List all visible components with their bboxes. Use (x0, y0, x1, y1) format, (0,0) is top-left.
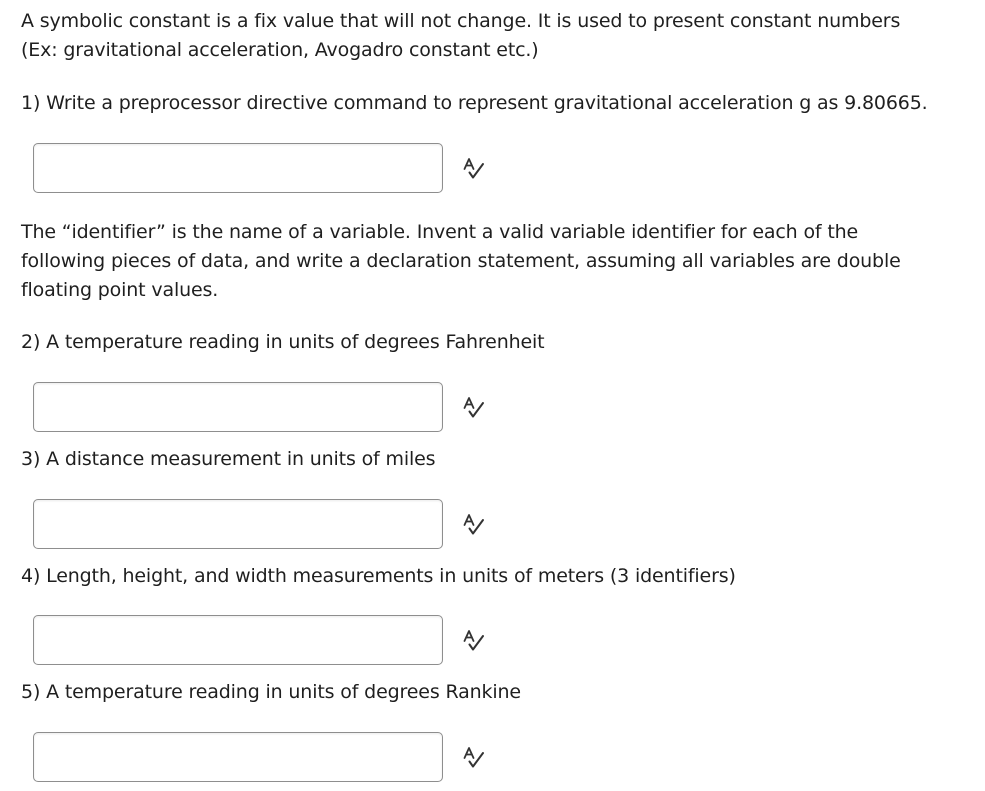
spellcheck-icon[interactable] (462, 746, 486, 770)
question-3-label: 3) A distance measurement in units of miles (21, 448, 436, 470)
answer-box-2[interactable] (33, 382, 443, 432)
question-5-label: 5) A temperature reading in units of degrees Rankine (21, 681, 521, 703)
answer-box-4[interactable] (33, 615, 443, 665)
answer-box-1[interactable] (33, 143, 443, 193)
question-4-label: 4) Length, height, and width measurements in units of meters (3 identifiers) (21, 565, 736, 587)
answer-input-2[interactable] (34, 383, 442, 431)
answer-box-5[interactable] (33, 732, 443, 782)
question-2-label: 2) A temperature reading in units of degrees Fahrenheit (21, 331, 545, 353)
intro-text: A symbolic constant is a fix value that will not change. It is used to present constant numbers (Ex: gravitational acceleration, Avogadro constant etc.) (21, 10, 901, 61)
spellcheck-icon[interactable] (462, 396, 486, 420)
question-1-label: 1) Write a preprocessor directive command to represent gravitational acceleration g as 9.80665. (21, 92, 928, 114)
answer-input-3[interactable] (34, 500, 442, 548)
answer-input-1[interactable] (34, 144, 442, 192)
identifier-intro-text: The “identifier” is the name of a variable. Invent a valid variable identifier for each of the following pieces of data, and write a declaration statement, assuming all variables are double floating point values. (21, 221, 901, 301)
spellcheck-icon[interactable] (462, 157, 486, 181)
answer-input-4[interactable] (34, 616, 442, 664)
answer-input-5[interactable] (34, 733, 442, 781)
spellcheck-icon[interactable] (462, 513, 486, 537)
answer-box-3[interactable] (33, 499, 443, 549)
spellcheck-icon[interactable] (462, 629, 486, 653)
